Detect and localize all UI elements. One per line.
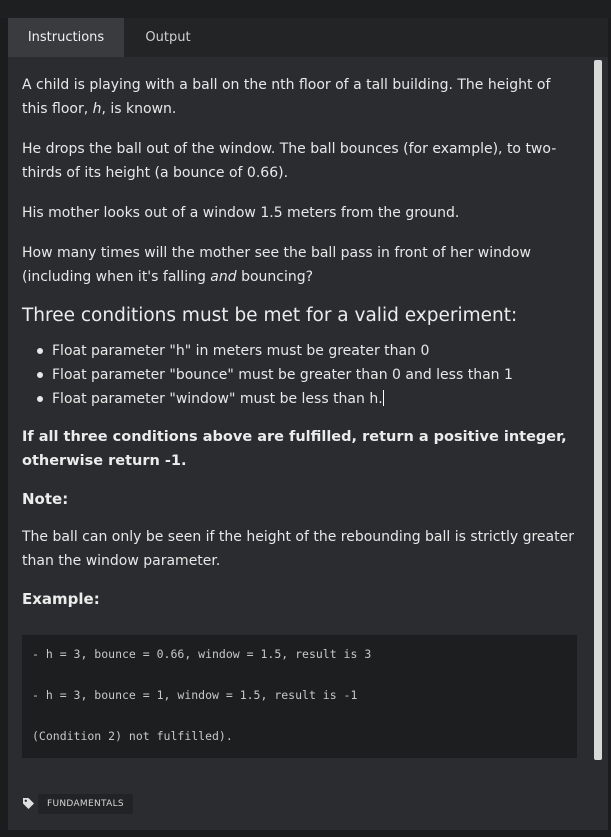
condition-item: Float parameter "bounce" must be greater than 0 and less than 1 xyxy=(22,363,578,387)
instructions-content xyxy=(22,73,578,611)
p4-text-a: How many times will the mother see the ball pass in front of her window (including when it's falling xyxy=(22,245,531,285)
tag-icon xyxy=(22,797,35,810)
code-line: - h = 3, bounce = 0.66, window = 1.5, result is 3 xyxy=(32,647,372,661)
paragraph-2: He drops the ball out of the window. The ball bounces (for example), to two-thirds of its height (a bounce of 0.66). xyxy=(22,141,557,181)
example-heading: Example: xyxy=(22,590,100,608)
p1-text-a: A child is playing with a ball on the nth floor of a tall building. The height of this floor, xyxy=(22,77,551,117)
tag-fundamentals[interactable]: FUNDAMENTALS xyxy=(38,794,133,814)
conditions-list xyxy=(22,339,578,411)
tab-instructions[interactable]: Instructions xyxy=(8,18,124,57)
text-cursor xyxy=(383,390,384,406)
p1-text-b: , is known. xyxy=(101,101,177,117)
result-rule: If all three conditions above are fulfilled, return a positive integer, otherwise return -1. xyxy=(22,429,567,469)
condition-item: Float parameter "window" must be less than h. xyxy=(22,387,578,411)
condition-item: Float parameter "h" in meters must be greater than 0 xyxy=(22,339,578,363)
scrollbar-thumb[interactable] xyxy=(594,60,602,760)
note-heading: Note: xyxy=(22,490,69,508)
p1-h-italic: h xyxy=(92,101,102,117)
example-code-block xyxy=(22,635,577,758)
paragraph-1 xyxy=(22,73,578,121)
kata-description-panel xyxy=(8,18,608,830)
note-text: The ball can only be seen if the height of the rebounding ball is strictly greater than the window parameter. xyxy=(22,529,574,569)
paragraph-4 xyxy=(22,241,578,289)
paragraph-3: His mother looks out of a window 1.5 meters from the ground. xyxy=(22,205,460,221)
tab-output[interactable]: Output xyxy=(145,30,191,45)
conditions-heading: Three conditions must be met for a valid experiment: xyxy=(22,305,518,326)
p4-and-italic: and xyxy=(210,269,237,285)
p4-text-b: bouncing? xyxy=(236,269,314,285)
code-line: - h = 3, bounce = 1, window = 1.5, result is -1 xyxy=(32,688,358,702)
code-line: (Condition 2) not fulfilled). xyxy=(32,729,233,743)
tab-bar xyxy=(8,18,608,57)
top-strip xyxy=(0,0,611,18)
